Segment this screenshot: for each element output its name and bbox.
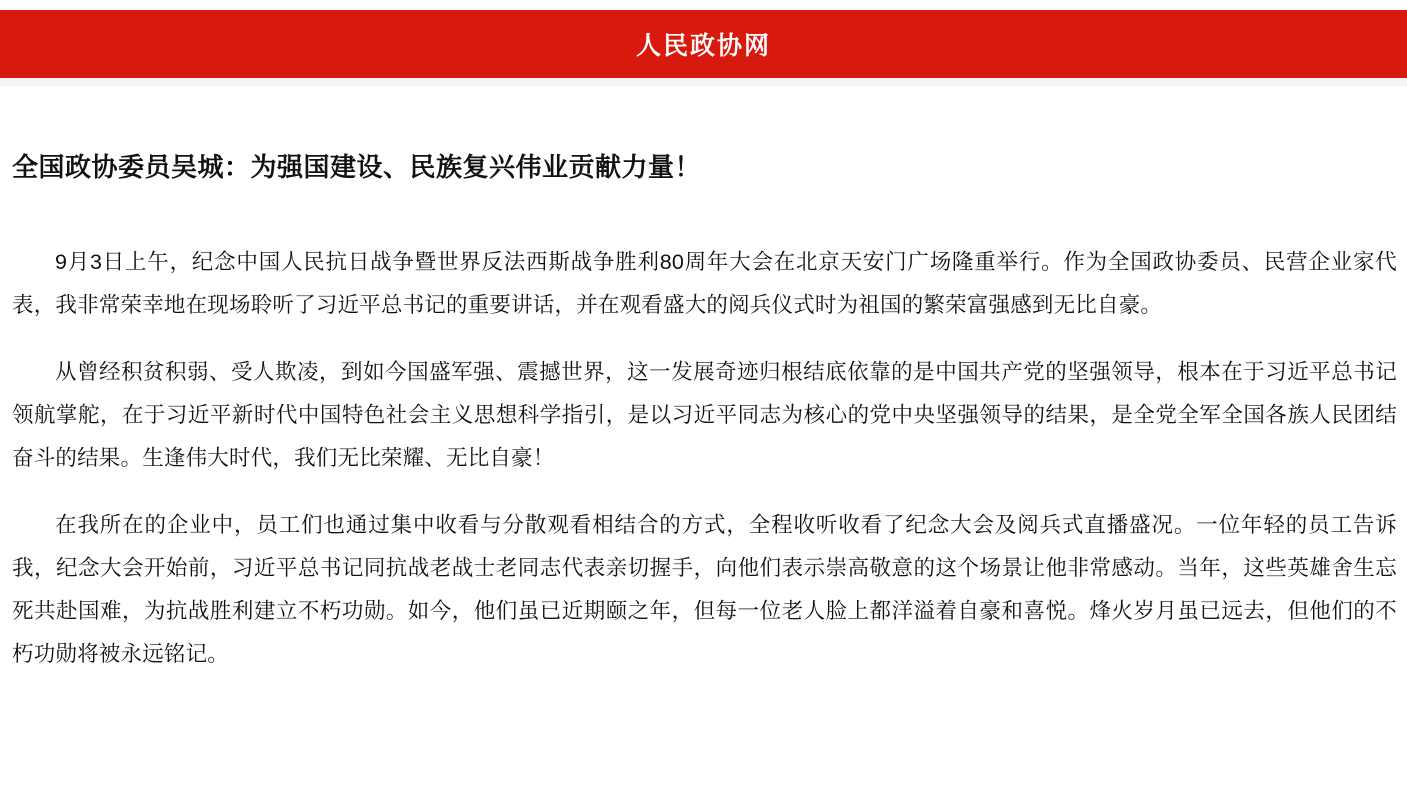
- header-divider: [0, 78, 1407, 86]
- article-paragraph: 在我所在的企业中，员工们也通过集中收看与分散观看相结合的方式，全程收听收看了纪念大会及阅兵式直播盛况。一位年轻的员工告诉我，纪念大会开始前，习近平总书记同抗战老战士老同志代表亲切握手，向他们表示崇高敬意的这个场景让他非常感动。当年，这些英雄舍生忘死共赴国难，为抗战胜利建立不朽功勋。如今，他们虽已近期颐之年，但每一位老人脸上都洋溢着自豪和喜悦。烽火岁月虽已远去，但他们的不朽功勋将被永远铭记。: [12, 513, 1397, 667]
- article-paragraph: 从曾经积贫积弱、受人欺凌，到如今国盛军强、震撼世界，这一发展奇迹归根结底依靠的是中国共产党的坚强领导，根本在于习近平总书记领航掌舵，在于习近平新时代中国特色社会主义思想科学指引，是以习近平同志为核心的党中央坚强领导的结果，是全党全军全国各族人民团结奋斗的结果。生逢伟大时代，我们无比荣耀、无比自豪！: [12, 360, 1397, 471]
- top-spacer: [0, 0, 1407, 10]
- article-body: [12, 185, 1397, 676]
- article-paragraph: 9月3日上午，纪念中国人民抗日战争暨世界反法西斯战争胜利80周年大会在北京天安门广场隆重举行。作为全国政协委员、民营企业家代表，我非常荣幸地在现场聆听了习近平总书记的重要讲话，并在观看盛大的阅兵仪式时为祖国的繁荣富强感到无比自豪。: [12, 250, 1397, 318]
- article-container: [0, 86, 1407, 676]
- page-title: 全国政协委员吴城：为强国建设、民族复兴伟业贡献力量！: [12, 152, 702, 182]
- site-header: [0, 10, 1407, 78]
- site-title: 人民政协网: [635, 32, 771, 60]
